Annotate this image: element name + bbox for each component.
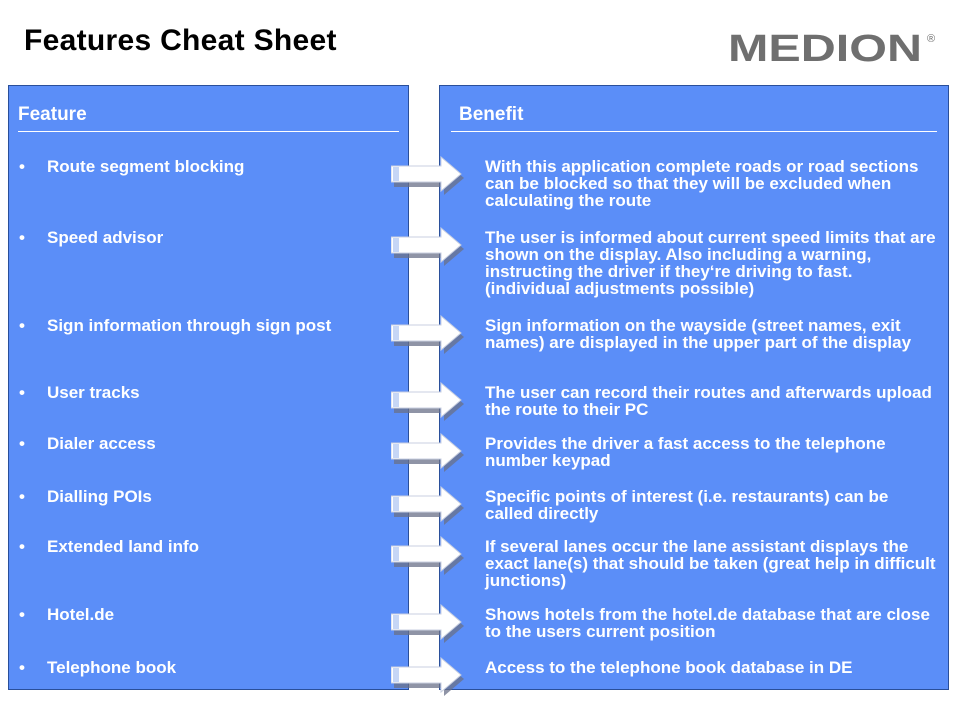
benefit-item: If several lanes occur the lane assistant displays the exact lane(s) that should be taken (great help in difficult junctions)	[485, 537, 936, 590]
bullet-icon: •	[19, 487, 25, 506]
arrow-stripe	[393, 238, 399, 252]
bullet-icon: •	[19, 316, 25, 335]
arrow-stripe	[393, 615, 399, 629]
benefit-header: Benefit	[459, 104, 524, 125]
benefit-item: With this application complete roads or road sections can be blocked so that they will be excluded when calculating the route	[485, 157, 919, 210]
arrow-stripe	[393, 393, 399, 407]
feature-item: Speed advisor	[47, 228, 164, 247]
feature-item: Extended land info	[47, 537, 200, 556]
bullet-icon: •	[19, 537, 25, 556]
medion-logo	[726, 26, 940, 70]
bullet-icon: •	[19, 658, 25, 677]
feature-item: Route segment blocking	[47, 157, 245, 176]
feature-item: Dialer access	[47, 434, 156, 453]
arrow-stripe	[393, 547, 399, 561]
bullet-icon: •	[19, 605, 25, 624]
benefit-item: Shows hotels from the hotel.de database that are close to the users current position	[485, 605, 930, 641]
arrow-right-icon	[391, 315, 469, 355]
benefit-item: Sign information on the wayside (street names, exit names) are displayed in the upper part of the display	[485, 316, 912, 352]
feature-item: User tracks	[47, 383, 140, 402]
feature-item: Telephone book	[47, 658, 177, 677]
benefit-item: The user is informed about current speed limits that are shown on the display. Also including a warning, instructing the driver if they‘re driving to fast. (individual adjustments possible)	[485, 228, 936, 298]
arrow-right-icon	[391, 382, 469, 422]
benefit-item: Provides the driver a fast access to the telephone number keypad	[485, 434, 886, 470]
benefit-item: Access to the telephone book database in DE	[485, 658, 853, 677]
arrow-stripe	[393, 167, 399, 181]
bullet-icon: •	[19, 434, 25, 453]
bullet-icon: •	[19, 383, 25, 402]
benefit-item: The user can record their routes and afterwards upload the route to their PC	[485, 383, 932, 419]
feature-item: Sign information through sign post	[47, 316, 332, 335]
bullet-icon: •	[19, 157, 25, 176]
logo-text: MEDION	[728, 28, 922, 70]
arrow-right-icon	[391, 657, 469, 697]
arrow-stripe	[393, 444, 399, 458]
arrow-right-icon	[391, 156, 469, 196]
arrow-right-icon	[391, 604, 469, 644]
arrow-right-icon	[391, 433, 469, 473]
arrow-right-icon	[391, 536, 469, 576]
page-title: Features Cheat Sheet	[24, 24, 337, 57]
feature-item: Hotel.de	[47, 605, 115, 624]
bullet-icon: •	[19, 228, 25, 247]
arrow-stripe	[393, 497, 399, 511]
registered-mark: ®	[927, 33, 936, 45]
arrow-stripe	[393, 668, 399, 682]
benefit-item: Specific points of interest (i.e. restaurants) can be called directly	[485, 487, 889, 523]
arrow-right-icon	[391, 486, 469, 526]
feature-item: Dialling POIs	[47, 487, 152, 506]
arrow-right-icon	[391, 227, 469, 267]
feature-header-rule	[18, 131, 399, 132]
arrow-stripe	[393, 326, 399, 340]
benefit-header-rule	[451, 131, 937, 132]
feature-header: Feature	[18, 104, 87, 125]
